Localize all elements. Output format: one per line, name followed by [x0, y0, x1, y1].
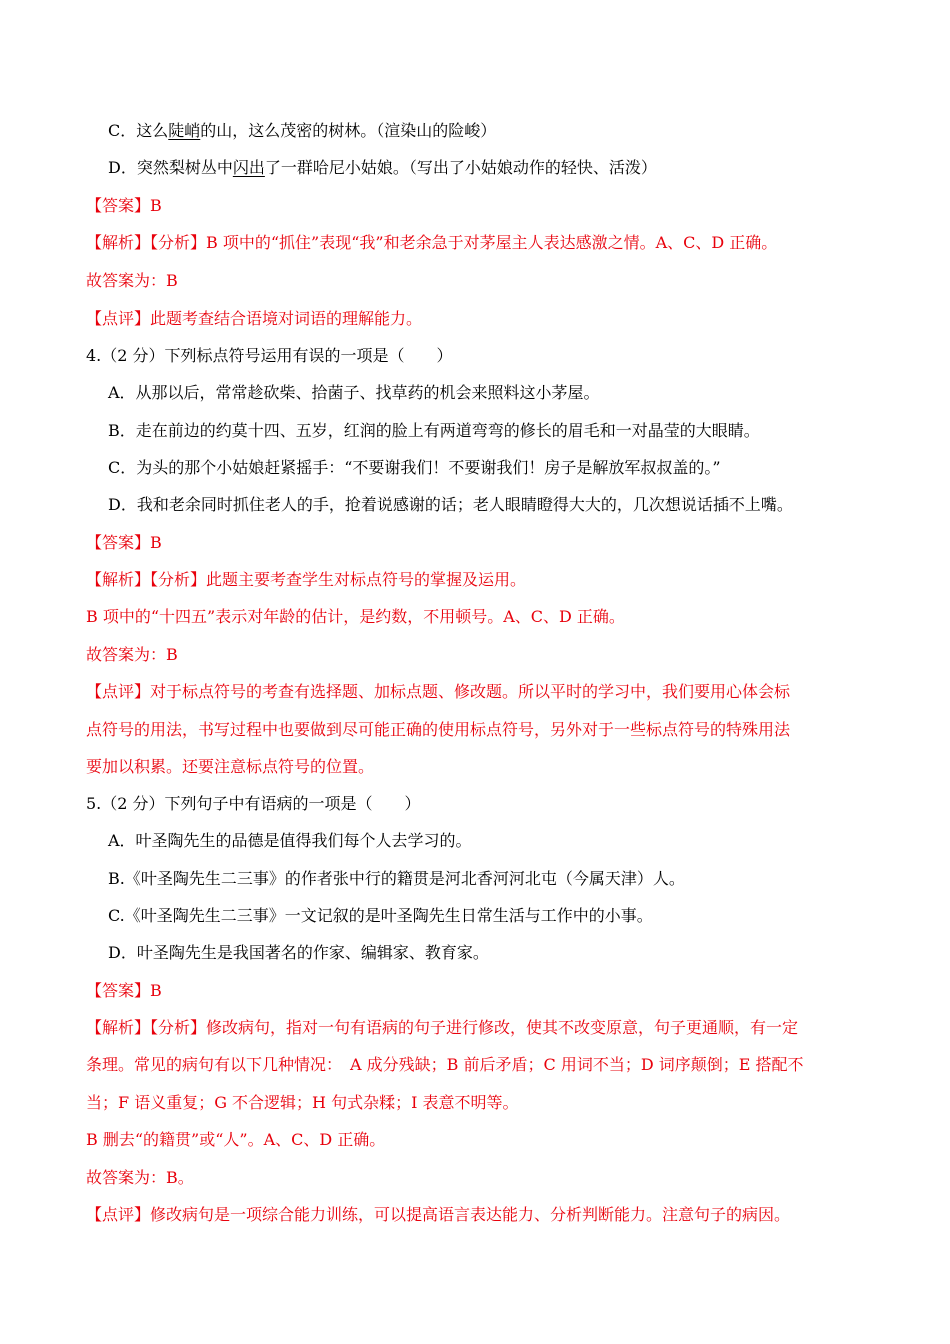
q4-option-b: B．走在前边的约莫十四、五岁，红润的脸上有两道弯弯的修长的眉毛和一对晶莹的大眼睛。	[108, 421, 760, 440]
q5-analysis-line-4: B 删去“的籍贯”或“人”。A、C、D 正确。	[86, 1130, 386, 1149]
q5-comment: 【点评】修改病句是一项综合能力训练，可以提高语言表达能力、分析判断能力。注意句子的病因。	[86, 1205, 791, 1224]
q4-answer: 【答案】B	[86, 533, 162, 552]
q5-stem: 5.（2 分）下列句子中有语病的一项是（ ）	[86, 794, 421, 813]
q3-analysis: 【解析】【分析】B 项中的“抓住”表现“我”和老余急于对茅屋主人表达感激之情。A、C、D 正确。	[86, 233, 778, 252]
q4-option-a: A．从那以后，常常趁砍柴、拾菌子、找草药的机会来照料这小茅屋。	[108, 383, 600, 402]
q3-option-d-pre: D．突然梨树丛中	[108, 158, 233, 177]
q4-comment-line-3: 要加以积累。还要注意标点符号的位置。	[86, 757, 375, 776]
q3-answer: 【答案】B	[86, 196, 162, 215]
q5-analysis-line-1: 【解析】【分析】修改病句，指对一句有语病的句子进行修改，使其不改变原意，句子更通顺，有一定	[86, 1018, 799, 1037]
q5-analysis-line-2: 条理。常见的病句有以下几种情况： A 成分残缺；B 前后矛盾；C 用词不当；D 词序颠倒；E 搭配不	[86, 1055, 804, 1074]
q3-option-c-post: 的山，这么茂密的树林。（渲染山的险峻）	[200, 121, 497, 140]
q3-option-c-pre: C．这么	[108, 121, 169, 140]
q4-conclusion: 故答案为：B	[86, 645, 178, 664]
q5-option-b: B.《叶圣陶先生二三事》的作者张中行的籍贯是河北香河河北屯（今属天津）人。	[108, 869, 685, 888]
q3-option-c-underlined-word: 陡峭	[168, 121, 201, 140]
q4-stem: 4.（2 分）下列标点符号运用有误的一项是（ ）	[86, 346, 453, 365]
q3-option-c	[108, 120, 496, 142]
q4-option-c: C．为头的那个小姑娘赶紧摇手：“不要谢我们！不要谢我们！房子是解放军叔叔盖的。”	[108, 458, 721, 477]
q4-comment-line-1: 【点评】对于标点符号的考查有选择题、加标点题、修改题。所以平时的学习中，我们要用心体会标	[86, 682, 791, 701]
q5-option-a: A．叶圣陶先生的品德是值得我们每个人去学习的。	[108, 831, 472, 850]
q4-analysis-detail: B 项中的“十四五”表示对年龄的估计，是约数，不用顿号。A、C、D 正确。	[86, 607, 625, 626]
q5-option-d: D．叶圣陶先生是我国著名的作家、编辑家、教育家。	[108, 943, 489, 962]
q5-conclusion: 故答案为：B。	[86, 1168, 194, 1187]
q4-option-d: D．我和老余同时抓住老人的手，抢着说感谢的话；老人眼睛瞪得大大的，几次想说话插不上嘴。	[108, 495, 793, 514]
q3-option-d	[108, 157, 657, 179]
q3-comment: 【点评】此题考查结合语境对词语的理解能力。	[86, 309, 423, 328]
q3-option-d-post: 了一群哈尼小姑娘。（写出了小姑娘动作的轻快、活泼）	[264, 158, 657, 177]
q5-analysis-line-3: 当；F 语义重复；G 不合逻辑；H 句式杂糅；I 表意不明等。	[86, 1093, 519, 1112]
q4-analysis: 【解析】【分析】此题主要考查学生对标点符号的掌握及运用。	[86, 570, 527, 589]
q5-option-c: C.《叶圣陶先生二三事》一文记叙的是叶圣陶先生日常生活与工作中的小事。	[108, 906, 653, 925]
q5-answer: 【答案】B	[86, 981, 162, 1000]
q3-option-d-underlined-word: 闪出	[232, 158, 265, 177]
q4-comment-line-2: 点符号的用法，书写过程中也要做到尽可能正确的使用标点符号，另外对于一些标点符号的特殊用法	[86, 720, 791, 739]
q3-conclusion: 故答案为：B	[86, 271, 178, 290]
